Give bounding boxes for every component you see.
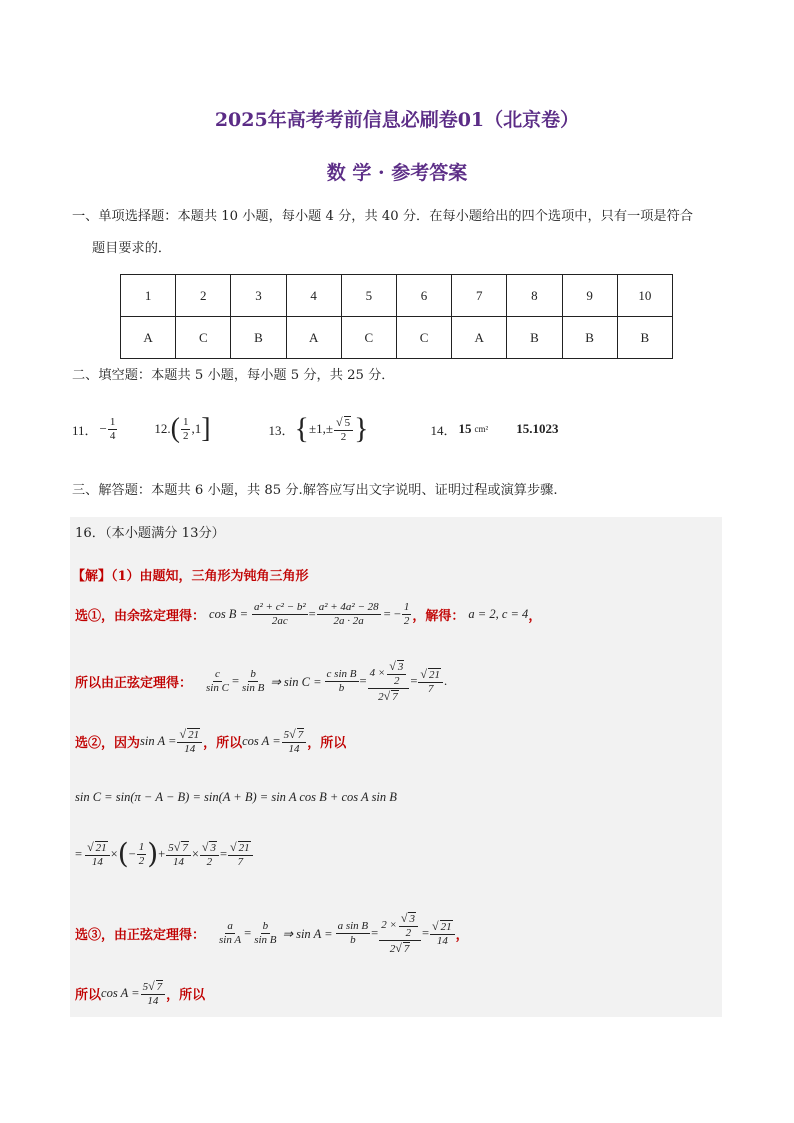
numerator: √ 3 (200, 841, 219, 856)
table-cell: 9 (562, 275, 617, 317)
choice3-label: 选③，由正弦定理得： (75, 928, 206, 943)
numerator: 1 (403, 601, 410, 613)
fraction-asinB-b (336, 921, 371, 946)
radicand: 7 (182, 841, 188, 854)
numerator: √ 3 (387, 660, 406, 675)
q14-unit: cm² (474, 424, 489, 434)
choice1-row (75, 602, 541, 627)
page-title: 2025年高考考前信息必刷卷01（北京卷） (214, 109, 580, 131)
radicand: 21 (95, 841, 107, 854)
fraction-csinB-b (325, 669, 359, 694)
numerator: a sin B (337, 920, 369, 932)
denominator: 2 (405, 927, 412, 939)
ac-values: a = 2, c = 4 (468, 607, 529, 621)
coef: 2 (378, 691, 384, 703)
table-cell: A (121, 317, 176, 359)
denominator: 14 (184, 743, 196, 755)
times-sign: × (191, 846, 199, 861)
eq-sign: = (219, 846, 228, 861)
table-cell: C (341, 317, 396, 359)
section1-intro-cont: 题目要求的． (92, 241, 172, 256)
numerator: 5√ 7 (166, 841, 191, 856)
fraction-nested (368, 660, 410, 703)
numerator (368, 660, 410, 689)
numerator: 5√ 7 (141, 980, 166, 995)
radicand: 3 (397, 661, 404, 673)
q12-tail: ,1 (191, 421, 202, 436)
eq-sign: = (244, 926, 252, 940)
fraction-root21-14 (177, 728, 202, 755)
denominator: 2 (403, 615, 410, 627)
numerator: b (250, 668, 256, 680)
cosA-eq: cos A = (101, 986, 140, 1000)
table-cell: 10 (617, 275, 672, 317)
left-paren: ( (117, 837, 129, 870)
fraction-c-sinC (204, 669, 231, 694)
table-cell: 8 (507, 275, 562, 317)
comma: ， (528, 609, 542, 624)
denominator: b (338, 682, 345, 694)
times-sign: × (110, 846, 118, 861)
fraction-a-sinA (217, 921, 243, 946)
numerator: √ 21 (430, 920, 455, 935)
numerator: √ 21 (177, 728, 202, 743)
fraction-root3-2 (200, 841, 219, 868)
solution-part1 (72, 565, 309, 584)
radicand: 21 (440, 921, 452, 933)
right-bracket: ] (201, 413, 211, 444)
numerator: a² + c² − b² (254, 601, 306, 613)
numerator: c (215, 668, 220, 680)
numerator: b (262, 920, 269, 932)
fraction-half (402, 602, 412, 627)
q14-label: 14． (430, 422, 457, 438)
fraction-root21-7 (228, 841, 253, 868)
cosA-eq: cos A = (242, 734, 281, 748)
fraction-5root7-14 (282, 728, 307, 755)
jie-label: 【解】 (72, 569, 112, 584)
q11-fraction (108, 417, 118, 442)
numerator: 1 (138, 840, 145, 853)
right-paren: ) (147, 837, 159, 870)
coef: 5 (142, 981, 149, 993)
denominator: 4 (109, 429, 116, 442)
radicand: 7 (403, 943, 410, 955)
q12-label: 12. (154, 421, 171, 436)
denominator: sin B (242, 682, 265, 694)
fraction-root3-2 (399, 912, 418, 939)
radicand: 21 (429, 669, 440, 681)
q11-sign: − (99, 421, 107, 436)
coef: 2 (389, 943, 396, 955)
comma: ， (455, 928, 469, 943)
neg-half-prefix: = − (383, 607, 401, 621)
section1-intro: 一、单项选择题：本题共 10 小题，每小题 4 分，共 40 分．在每小题给出的四个选项中，只有一项是符合 (72, 209, 693, 224)
table-cell: 2 (176, 275, 231, 317)
table-cell: 6 (396, 275, 451, 317)
sinC-expansion: sin C = sin(π − A − B) = sin(A + B) = sin A cos B + cos A sin B (75, 790, 397, 804)
q13-fraction (334, 416, 353, 443)
sinA-eq: sin A = (140, 734, 177, 748)
eq-sign: = (75, 846, 83, 861)
numerator: a (227, 920, 233, 932)
denominator: 2ac (271, 615, 288, 627)
implies-sinC: ⇒ sin C = (270, 674, 322, 689)
eq-sign: = (308, 607, 316, 621)
left-brace: { (294, 412, 309, 445)
table-cell: 7 (452, 275, 507, 317)
choice1-label: 选①，由余弦定理得： (75, 609, 206, 624)
eq-sign: = (410, 674, 418, 688)
q11-label: 11． (72, 422, 98, 438)
table-cell: C (396, 317, 451, 359)
denominator: 14 (147, 995, 159, 1007)
fraction-b-sinB (240, 669, 266, 694)
denominator: 2 (206, 855, 213, 868)
denominator: 14 (173, 855, 185, 868)
fill-answers (72, 414, 558, 444)
neg-sign: − (128, 846, 136, 861)
radicand: 7 (297, 729, 304, 741)
fraction-half (137, 842, 147, 867)
eq-sign: = (421, 926, 430, 940)
numerator: √ 21 (228, 841, 253, 856)
final-row (75, 980, 205, 1007)
part1-text: （1）由题知，三角形为钝角三角形 (111, 569, 309, 584)
denominator: 14 (436, 935, 448, 947)
numerator: √ 3 (399, 912, 418, 927)
denominator: 14 (91, 855, 103, 868)
fraction-1 (252, 602, 308, 627)
q14-value: 15 (458, 421, 472, 436)
numerator: √ 21 (85, 841, 110, 856)
q12-fraction (181, 417, 191, 442)
table-cell: 4 (286, 275, 341, 317)
numerator: 1 (109, 415, 116, 428)
denominator: sin A (219, 934, 242, 946)
coef: 5 (168, 841, 174, 854)
answer-table (120, 274, 673, 359)
numerator: a² + 4a² − 28 (318, 601, 379, 613)
left-paren: ( (170, 413, 180, 444)
eq-sign: = (231, 674, 240, 688)
fraction-b-sinB (252, 921, 278, 946)
fraction-root3-2 (387, 660, 406, 687)
so-cosA-label: ，所以 (203, 736, 243, 751)
radicand: 7 (156, 981, 163, 993)
so-final-tail: ，所以 (166, 988, 206, 1003)
section3-intro: 三、解答题：本题共 6 小题，共 85 分.解答应写出文字说明、证明过程或演算步骤. (72, 483, 558, 498)
table-cell: 3 (231, 275, 286, 317)
numerator (379, 912, 421, 941)
denominator: 2√ 7 (378, 689, 398, 703)
q13-label: 13． (268, 422, 295, 438)
radicand: 3 (409, 913, 415, 925)
table-cell: 5 (341, 275, 396, 317)
numerator: 5√ 7 (282, 728, 307, 743)
solve-text: ，解得： (412, 609, 465, 624)
table-cell: A (452, 317, 507, 359)
fraction-5root7-14 (166, 841, 191, 868)
choice2-label: 选②，因为 (75, 736, 141, 751)
denominator: 7 (427, 683, 434, 695)
radicand: 7 (392, 691, 398, 703)
answer-table-numbers (121, 275, 673, 317)
numerator: √ 21 (418, 668, 443, 683)
denominator: 2 (340, 430, 347, 443)
so-tail: ，所以 (307, 736, 347, 751)
table-cell: B (617, 317, 672, 359)
radicand: 21 (238, 841, 250, 854)
table-cell: B (231, 317, 286, 359)
denominator: 2 (138, 854, 145, 867)
denominator: 7 (237, 855, 244, 868)
denominator: sin B (254, 934, 277, 946)
page-subtitle: 数 学 · 参考答案 (326, 162, 468, 184)
denominator: 14 (288, 743, 300, 755)
eq-sign: = (359, 674, 367, 688)
q16-header: 16．（本小题满分 13分） (75, 526, 225, 541)
denominator: 2√ 7 (389, 941, 410, 955)
section2-intro: 二、填空题：本题共 5 小题，每小题 5 分，共 25 分． (72, 368, 395, 383)
coef: 5 (283, 729, 290, 741)
sine-law-row: 所以由正弦定理得： $\frac{c}{\text{sin C}}$ = $\frac{b}{\text{sin B}}$ ⇒ sin C = $\frac{\text{c sin B}}{b}$ = 4 × $\frac{√ 3}{2}$ 2√ 7 = $\frac{√ 21}{7}$ . (75, 659, 448, 703)
table-cell: A (286, 317, 341, 359)
q15-value: 15.1023 (516, 421, 559, 436)
right-brace: } (354, 412, 369, 445)
four-times: 4 × (369, 667, 386, 679)
table-cell: 1 (121, 275, 176, 317)
numerator: √ 5 (334, 416, 353, 431)
sine-law-label: 所以由正弦定理得： (75, 676, 193, 691)
so-final-label: 所以 (75, 988, 102, 1003)
denominator: 2 (182, 429, 189, 442)
answer-table-answers (121, 317, 673, 359)
fraction-root21-14 (430, 920, 455, 947)
table-cell: C (176, 317, 231, 359)
eq-sign: = (371, 926, 379, 940)
fraction-nested (379, 912, 421, 955)
q13-head: ±1,± (308, 421, 333, 436)
choice2-row (75, 728, 346, 755)
table-cell: B (562, 317, 617, 359)
denominator: 2a · 2a (333, 615, 364, 627)
radicand: 5 (344, 416, 351, 429)
table-cell: B (507, 317, 562, 359)
fraction-5root7-14 (141, 980, 166, 1007)
denominator: 2 (394, 675, 400, 687)
cos-b: cos B = (209, 607, 248, 621)
numerator: c sin B (326, 668, 357, 680)
radicand: 3 (210, 841, 216, 854)
fraction-root21-7 (418, 668, 443, 695)
plus-sign: + (158, 846, 166, 861)
numerator: 1 (182, 415, 189, 428)
fraction-2 (317, 602, 381, 627)
denominator: sin C (206, 682, 229, 694)
fraction-root21-14 (85, 841, 110, 868)
implies-sinA: ⇒ sin A = (282, 926, 333, 941)
radicand: 21 (188, 729, 200, 741)
two-times: 2 × (381, 919, 397, 931)
result-row (75, 837, 254, 870)
choice3-row (75, 912, 469, 955)
denominator: b (350, 934, 356, 946)
